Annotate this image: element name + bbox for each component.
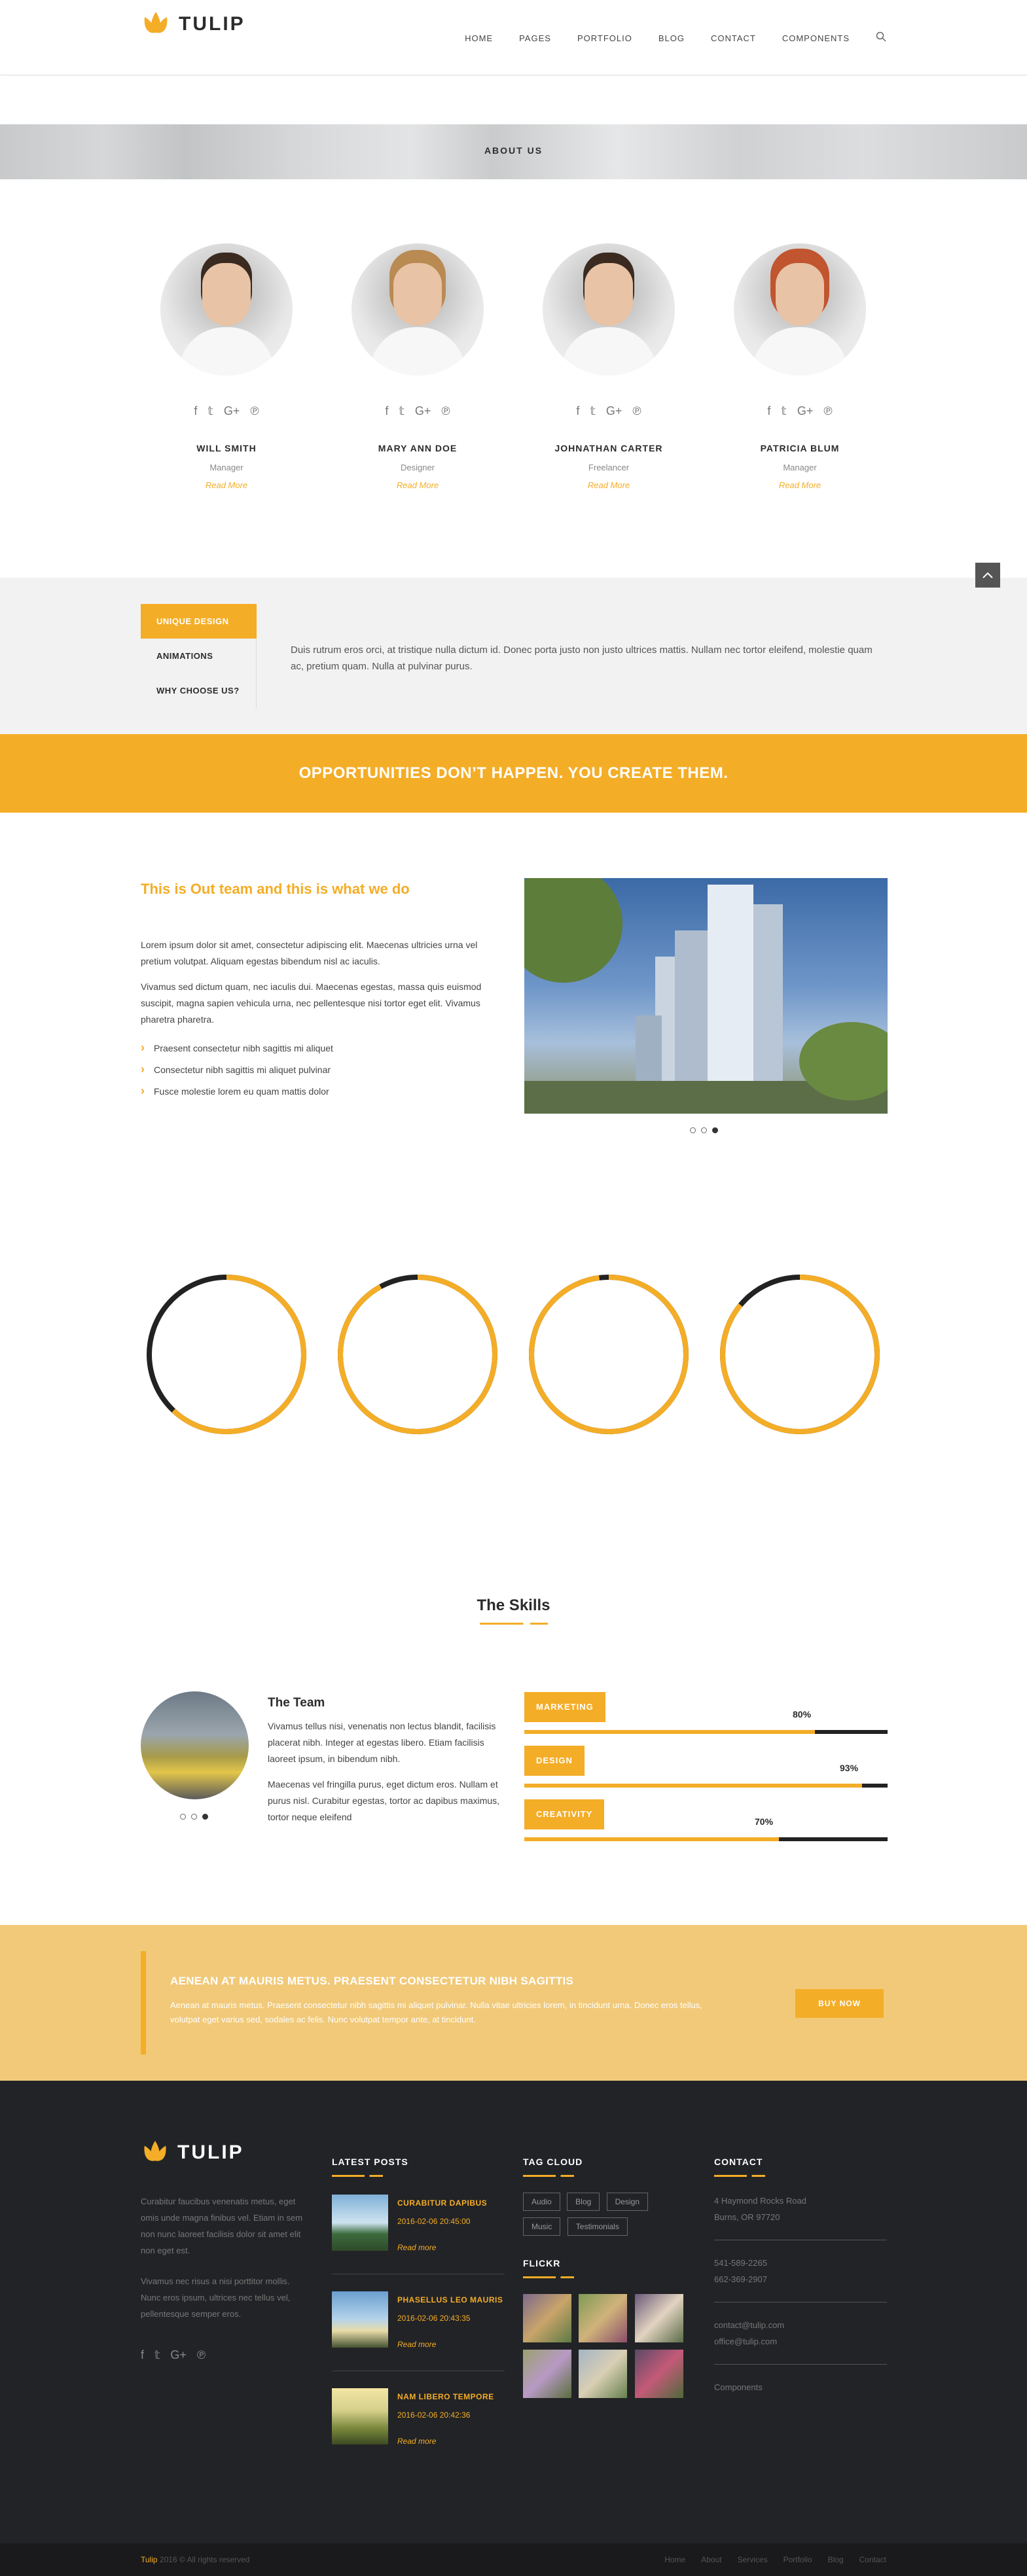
heading-underline [523,2276,574,2278]
post-thumbnail [332,2195,388,2251]
building-image [524,878,888,1114]
components-link[interactable]: Components [714,2382,763,2392]
tabs-section [0,578,1027,734]
member-role: Manager [783,463,817,472]
slider-dot[interactable] [712,1127,718,1133]
chevron-right-icon: › [141,1084,145,1097]
skill-item [524,1799,604,1829]
flickr-photo[interactable] [579,2350,627,2398]
section-title: The Skills [477,1597,550,1614]
post-title: PHASELLUS LEO MAURIS [397,2295,503,2304]
progress-ring [527,1273,691,1436]
footer-paragraph: Vivamus nec risus a nisi porttitor mollis. Nunc eros ipsum, ultrices nec tellus vel, pellentesque semper eros. [141,2276,291,2319]
avatar [160,243,293,376]
list-item: › Praesent consectetur nibh sagittis mi aliquet [141,1041,333,1054]
skill-bars [524,1692,888,1849]
footer-heading: CONTACT [714,2157,763,2167]
copyright-bar [0,2543,1027,2576]
google-plus-icon[interactable]: G+ [223,404,240,417]
page-title: ABOUT US [484,145,543,156]
nav-home[interactable]: HOME [465,33,494,43]
tulip-logo-icon [141,9,171,39]
paragraph: Lorem ipsum dolor sit amet, consectetur adipiscing elit. Maecenas ultricies urna vel pretium volutpat. Aliquam egestas bibendum nisl ac iaculis. [141,940,478,966]
pinterest-icon[interactable]: ℗ [250,404,259,417]
footer-heading: TAG CLOUD [523,2157,583,2167]
brand-name: TULIP [179,13,245,35]
footer [0,2081,1027,2543]
footer-about [141,2138,311,2362]
tag[interactable]: Audio [523,2193,560,2211]
social-links [154,404,298,418]
team-member [537,243,681,490]
footer-link-about[interactable]: About [701,2555,722,2564]
title-underline [480,1623,548,1625]
list-item: › Fusce molestie lorem eu quam mattis dolor [141,1084,329,1097]
buy-now-button[interactable]: BUY NOW [795,1989,884,2018]
post-thumbnail [332,2388,388,2444]
google-plus-icon[interactable]: G+ [170,2348,187,2361]
member-role: Designer [400,463,435,472]
slider-dot[interactable] [191,1814,197,1820]
footer-heading: LATEST POSTS [332,2157,408,2167]
slider-dots [690,1127,718,1133]
skill-percent: 93% [840,1763,859,1773]
phone-number: 662-369-2907 [714,2274,767,2284]
member-role: Freelancer [588,463,630,472]
nav-blog[interactable]: BLOG [658,33,685,43]
brand-name: TULIP [177,2142,244,2163]
chevron-right-icon: › [141,1063,145,1076]
post-date: 2016-02-06 20:43:35 [397,2314,471,2323]
site-header [0,0,1027,75]
pinterest-icon[interactable]: ℗ [441,404,450,417]
skill-item [524,1692,605,1722]
social-links [346,404,490,418]
skill-label: CREATIVITY [524,1799,604,1829]
address-line: Burns, OR 97720 [714,2212,780,2222]
nav-pages[interactable]: PAGES [519,33,551,43]
facebook-icon[interactable]: f [767,404,771,417]
footer-link-home[interactable]: Home [664,2555,686,2564]
promo-text: Aenean at mauris metus. Praesent consectetur nibh sagittis mi aliquet pulvinar. Nulla vitae ultricies lorem, in tincidunt urna. Donec eros tellus, volutpat eget varius sed, sodales ac felis. Nunc volutpat tempor ante, at tincidunt. [170,2000,702,2024]
post-date: 2016-02-06 20:45:00 [397,2217,471,2226]
team-text [268,1696,507,1826]
chevron-right-icon: › [141,1041,145,1054]
tulip-logo-icon [141,2138,170,2167]
read-more-link[interactable]: Read More [778,480,821,490]
nav-portfolio[interactable]: PORTFOLIO [577,33,632,43]
footer-link-contact[interactable]: Contact [859,2555,886,2564]
slider-dot[interactable] [202,1814,208,1820]
chevron-up-icon [982,571,994,579]
read-more-link[interactable]: Read more [397,2243,437,2252]
facebook-icon[interactable]: f [194,404,198,417]
accent-line [141,1951,146,2055]
team-member [346,243,490,490]
email-link[interactable]: contact@tulip.com [714,2320,785,2330]
footer-link-portfolio[interactable]: Portfolio [783,2555,812,2564]
social-links [141,2348,311,2362]
skills-header [0,1597,1027,1625]
about-section [141,881,501,1106]
tag[interactable]: Blog [567,2193,600,2211]
footer-links [664,2555,886,2564]
quote-text: OPPORTUNITIES DON’T HAPPEN. YOU CREATE THEM. [298,764,729,782]
member-name: MARY ANN DOE [378,443,458,453]
footer-heading: FLICKR [523,2258,561,2268]
pinterest-icon[interactable]: ℗ [632,404,641,417]
post-date: 2016-02-06 20:42:36 [397,2410,471,2420]
phone-number: 541-589-2265 [714,2258,767,2268]
skill-bar [524,1837,888,1841]
twitter-icon[interactable]: 𝕥 [399,404,405,417]
flickr-photo[interactable] [579,2294,627,2342]
footer-link-services[interactable]: Services [737,2555,768,2564]
flickr-photo[interactable] [635,2294,683,2342]
post-title: NAM LIBERO TEMPORE [397,2392,494,2401]
skill-label: MARKETING [524,1692,605,1722]
progress-ring [336,1273,499,1436]
skill-bar [524,1784,888,1788]
read-more-link[interactable]: Read More [205,480,248,490]
facebook-icon[interactable]: f [385,404,389,417]
quote-band [0,734,1027,813]
member-name: PATRICIA BLUM [760,443,840,453]
heading-underline [523,2175,574,2177]
tab-unique-design[interactable]: UNIQUE DESIGN [141,604,257,639]
tag-list [523,2193,674,2242]
flickr-gallery [523,2294,696,2405]
latest-posts [332,2157,505,2484]
tab-why-choose-us[interactable]: WHY CHOOSE US? [156,686,240,696]
member-name: WILL SMITH [196,443,257,453]
google-plus-icon[interactable]: G+ [797,404,814,417]
avatar [351,243,484,376]
read-more-link[interactable]: Read more [397,2340,437,2349]
skill-label: DESIGN [524,1746,585,1776]
google-plus-icon[interactable]: G+ [605,404,622,417]
skill-percent: 80% [793,1709,812,1720]
paragraph: Vivamus sed dictum quam, nec iaculis dui. Maecenas egestas, massa quis euismod suscipit, magna sapien vehicula urna, nec pellentesque nisi tortor eget elit. Vivamus pharetra pharetra. [141,981,482,1025]
team-photo [141,1691,249,1799]
promo-heading: AENEAN AT MAURIS METUS. PRAESENT CONSECTETUR NIBH SAGITTIS [170,1975,574,1987]
logo[interactable] [141,9,245,39]
twitter-icon[interactable]: 𝕥 [154,2348,160,2361]
tag[interactable]: Testimonials [568,2217,628,2236]
pinterest-icon[interactable]: ℗ [196,2348,206,2361]
post-thumbnail [332,2291,388,2348]
google-plus-icon[interactable]: G+ [414,404,431,417]
page-banner [0,124,1027,179]
post-item[interactable] [332,2388,505,2468]
tab-content: Duis rutrum eros orci, at tristique nulla dictum id. Donec porta justo non justo ultrices mattis. Nullam nec tortor eleifend, molestie quam ac, pretium quam. Nulla at pulvinar purus. [291,644,873,672]
team-title: The Team [268,1696,325,1710]
read-more-link[interactable]: Read More [587,480,630,490]
facebook-icon[interactable]: f [576,404,580,417]
tab-animations[interactable]: ANIMATIONS [156,651,213,661]
post-title: CURABITUR DAPIBUS [397,2198,488,2208]
pinterest-icon[interactable]: ℗ [823,404,833,417]
flickr-photo[interactable] [523,2350,571,2398]
twitter-icon[interactable]: 𝕥 [590,404,596,417]
read-more-link[interactable]: Read More [396,480,439,490]
promo-band [0,1925,1027,2081]
search-icon[interactable] [863,31,886,45]
facebook-icon[interactable]: f [141,2348,145,2361]
progress-ring [145,1273,308,1436]
skill-percent: 70% [755,1816,774,1827]
footer-paragraph: Curabitur faucibus venenatis metus, eget omis unde magna finibus vel. Etiam in sem non nunc laoreet facilisis dolor sit amet elit non eget est. [141,2197,303,2255]
scroll-to-top-button[interactable] [975,563,1000,588]
heading-underline [332,2175,383,2177]
tab-list [141,604,257,709]
slider-dots [180,1814,208,1820]
nav-components[interactable]: COMPONENTS [782,33,850,43]
copyright-text: Tulip 2016 © All rights reserved [141,2555,250,2564]
footer-contact [714,2157,887,2395]
feature-list [141,1041,501,1098]
slider-dot[interactable] [701,1127,707,1133]
paragraph: Maecenas vel fringilla purus, eget dictum eros. Nullam et purus nisl. Curabitur egestas, tortor ac dapibus maximus, tortor neque eleifend [268,1779,500,1822]
read-more-link[interactable]: Read more [397,2437,437,2446]
footer-logo[interactable] [141,2138,311,2167]
flickr-photo[interactable] [635,2350,683,2398]
skill-bar [524,1730,888,1734]
divider [714,2364,887,2365]
flickr-photo[interactable] [523,2294,571,2342]
footer-link-blog[interactable]: Blog [827,2555,844,2564]
twitter-icon[interactable]: 𝕥 [207,404,213,417]
section-heading: This is Out team and this is what we do [141,881,410,897]
social-links [728,404,872,418]
heading-underline [714,2175,765,2177]
tag[interactable]: Music [523,2217,560,2236]
post-item[interactable] [332,2291,505,2371]
skill-item [524,1746,585,1776]
nav-contact[interactable]: CONTACT [710,33,756,43]
tag-cloud [523,2157,696,2405]
list-item: › Consectetur nibh sagittis mi aliquet pulvinar [141,1063,331,1076]
avatar [543,243,675,376]
social-links [537,404,681,418]
main-nav [452,31,886,45]
paragraph: Vivamus tellus nisi, venenatis non lectus blandit, facilisis placerat nibh. Integer at egestas libero. Etiam facilisis laoreet ipsum, in bibendum nibh. [268,1721,496,1764]
progress-ring [718,1273,882,1436]
post-item[interactable] [332,2195,505,2274]
avatar [734,243,866,376]
team-member [728,243,872,490]
member-role: Manager [209,463,243,472]
twitter-icon[interactable]: 𝕥 [781,404,787,417]
divider [714,2302,887,2303]
slider-dot[interactable] [180,1814,186,1820]
email-link[interactable]: office@tulip.com [714,2337,778,2346]
slider-dot[interactable] [690,1127,696,1133]
member-name: JOHNATHAN CARTER [554,443,663,453]
tag[interactable]: Design [607,2193,648,2211]
team-member [154,243,298,490]
address-line: 4 Haymond Rocks Road [714,2196,806,2206]
